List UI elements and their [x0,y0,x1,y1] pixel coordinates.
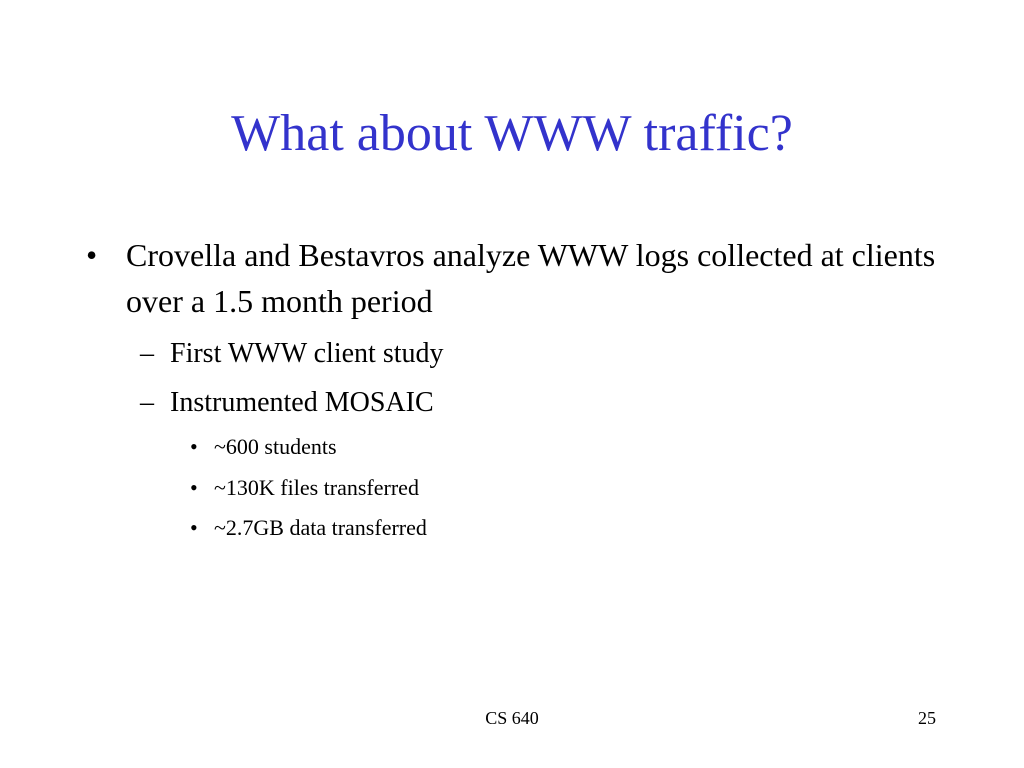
dash-icon: – [140,387,154,418]
bullet-icon: • [190,434,198,459]
main-bullet-point [86,232,946,324]
bullet-icon: • [190,475,198,500]
detail-point-students [190,433,337,461]
bullet-icon: • [190,515,198,540]
detail-point-text: ~130K files transferred [214,475,419,500]
detail-point-data [190,514,427,542]
detail-point-text: ~600 students [214,434,337,459]
detail-point-text: ~2.7GB data transferred [214,515,427,540]
sub-point-first-study [140,336,444,372]
dash-icon: – [140,338,154,369]
sub-point-text: First WWW client study [170,338,444,369]
bullet-icon: • [86,237,98,273]
footer-page-number: 25 [918,708,936,728]
main-bullet-text: Crovella and Bestavros analyze WWW logs collected at clients over a 1.5 month period [126,237,936,319]
detail-point-files [190,474,419,502]
slide-title: What about WWW traffic? [231,105,793,162]
sub-point-text: Instrumented MOSAIC [170,387,434,418]
sub-point-instrumented-mosaic [140,385,434,421]
footer-course: CS 640 [485,708,539,728]
